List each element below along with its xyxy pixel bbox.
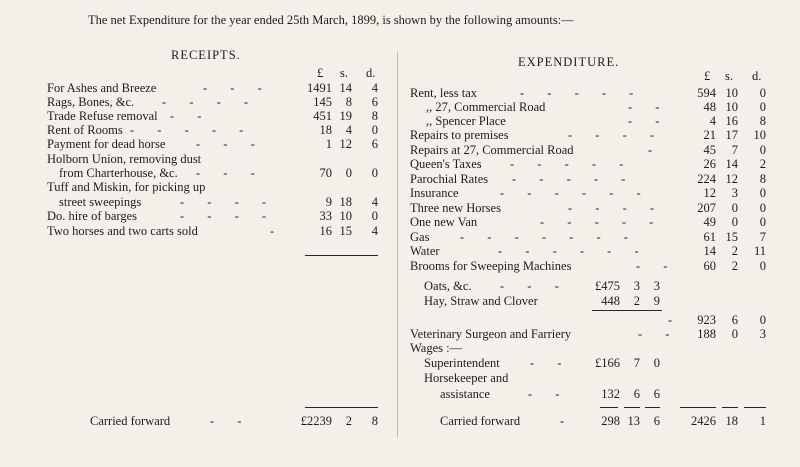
wages-rule-pence: [645, 407, 660, 408]
receipt-label: Trade Refuse removal: [47, 109, 158, 123]
expenditure-shillings: 0: [731, 201, 738, 215]
receipt-shillings: 14: [339, 81, 352, 95]
receipt-pounds: 70: [319, 166, 332, 180]
oats-pounds: £475: [595, 279, 620, 293]
dot-leader: - - - - -: [540, 215, 664, 229]
expenditure-pounds: 4: [709, 114, 716, 128]
horsekeeper-label: Horsekeeper and: [424, 371, 509, 385]
expenditure-label: Queen's Taxes: [410, 157, 482, 171]
superintendent-label: Superintendent: [424, 356, 500, 370]
dot-leader: - -: [530, 356, 572, 370]
dot-leader: - -: [528, 387, 570, 401]
dot-leader: -: [270, 224, 285, 238]
expenditure-shillings: 0: [731, 215, 738, 229]
expenditure-carried-forward-label: Carried forward: [440, 414, 521, 428]
exp-carried-inner-pence: 6: [653, 414, 660, 428]
expenditure-label: Brooms for Sweeping Machines: [410, 259, 572, 273]
expenditure-pounds: 207: [697, 201, 716, 215]
receipt-label: street sweepings: [59, 195, 142, 209]
wages-rule-pounds: [600, 407, 618, 408]
expenditure-pence: 8: [759, 114, 766, 128]
receipt-label: Holborn Union, removing dust: [47, 152, 202, 166]
expenditure-pence: 0: [759, 259, 766, 273]
dot-leader: - - -: [196, 166, 265, 180]
receipt-pounds: 16: [319, 224, 332, 238]
receipt-shillings: 4: [345, 123, 352, 137]
exp-carried-shillings: 18: [725, 414, 738, 428]
expenditure-label: Water: [410, 244, 440, 258]
vet-label: Veterinary Surgeon and Farriery: [410, 327, 572, 341]
dot-leader: - - - - - - -: [460, 230, 638, 244]
dot-leader: - - - - - -: [500, 186, 651, 200]
receipts-col-shillings: s.: [340, 66, 348, 80]
exp-carried-rule-shillings: [722, 407, 738, 408]
exp-carried-rule-pounds: [680, 407, 716, 408]
dot-leader: -: [668, 313, 683, 327]
expenditure-shillings: 17: [725, 128, 738, 142]
expenditure-pence: 0: [759, 86, 766, 100]
expenditure-pence: 0: [759, 215, 766, 229]
forage-total-shillings: 6: [731, 313, 738, 327]
vet-pence: 3: [759, 327, 766, 341]
dot-leader: - -: [170, 109, 212, 123]
expenditure-label: Gas: [410, 230, 430, 244]
expenditure-pence: 10: [753, 128, 766, 142]
expenditure-shillings: 16: [725, 114, 738, 128]
receipts-carried-forward-label: Carried forward: [90, 414, 171, 428]
exp-carried-inner-shillings: 13: [627, 414, 640, 428]
receipt-shillings: 18: [339, 195, 352, 209]
receipt-pounds: 18: [319, 123, 332, 137]
receipt-shillings: 0: [345, 166, 352, 180]
expenditure-pence: 0: [759, 100, 766, 114]
expenditure-pounds: 48: [703, 100, 716, 114]
expenditure-shillings: 2: [731, 259, 738, 273]
receipt-label: Two horses and two carts sold: [47, 224, 198, 238]
expenditure-shillings: 10: [725, 86, 738, 100]
wages-label: Wages :—: [410, 341, 463, 355]
expenditure-pounds: 594: [697, 86, 716, 100]
receipts-carried-rule: [305, 407, 378, 408]
expenditure-label: Parochial Rates: [410, 172, 489, 186]
expenditure-label: Three new Horses: [410, 201, 501, 215]
expenditure-label: Rent, less tax: [410, 86, 478, 100]
expenditure-shillings: 15: [725, 230, 738, 244]
receipt-pence: 4: [371, 81, 378, 95]
receipt-shillings: 19: [339, 109, 352, 123]
expenditure-pounds: 60: [703, 259, 716, 273]
superintendent-pence: 0: [653, 356, 660, 370]
dot-leader: - - -: [500, 279, 569, 293]
dot-leader: - - - -: [162, 95, 259, 109]
exp-carried-pence: 1: [759, 414, 766, 428]
expenditure-pounds: 12: [703, 186, 716, 200]
dot-leader: - - - - -: [130, 123, 254, 137]
receipt-label: Rent of Rooms: [47, 123, 123, 137]
dot-leader: - - - - -: [520, 86, 644, 100]
expenditure-pounds: 49: [703, 215, 716, 229]
dot-leader: - -: [628, 100, 670, 114]
hay-shillings: 2: [633, 294, 640, 308]
horsekeeper-shillings: 6: [633, 387, 640, 401]
expenditure-label: Insurance: [410, 186, 459, 200]
receipt-pence: 0: [371, 166, 378, 180]
dot-leader: - - -: [203, 81, 272, 95]
receipts-heading: RECEIPTS.: [171, 48, 241, 62]
expenditure-col-pounds: £: [704, 69, 711, 83]
dot-leader: - - - -: [568, 201, 665, 215]
expenditure-pounds: 26: [703, 157, 716, 171]
expenditure-label: ,, Spencer Place: [426, 114, 506, 128]
expenditure-shillings: 10: [725, 100, 738, 114]
receipts-total-rule: [305, 255, 378, 256]
expenditure-pounds: 224: [697, 172, 716, 186]
receipt-shillings: 15: [339, 224, 352, 238]
receipt-shillings: 8: [345, 95, 352, 109]
dot-leader: - - - -: [180, 195, 277, 209]
oats-pence: 3: [653, 279, 660, 293]
receipt-pence: 6: [371, 95, 378, 109]
receipt-pounds: 1491: [307, 81, 332, 95]
expenditure-pence: 8: [759, 172, 766, 186]
receipts-carried-shillings: 2: [345, 414, 352, 428]
dot-leader: - - - - -: [510, 157, 634, 171]
expenditure-pounds: 14: [703, 244, 716, 258]
receipts-carried-pence: 8: [371, 414, 378, 428]
expenditure-pence: 11: [753, 244, 766, 258]
expenditure-pence: 0: [759, 186, 766, 200]
wages-rule-shillings: [624, 407, 640, 408]
expenditure-col-pence: d.: [752, 69, 762, 83]
receipt-pounds: 33: [319, 209, 332, 223]
horsekeeper-pence: 6: [653, 387, 660, 401]
forage-total-pounds: 923: [697, 313, 716, 327]
receipt-pounds: 451: [313, 109, 332, 123]
expenditure-pounds: 61: [703, 230, 716, 244]
receipt-pence: 4: [371, 224, 378, 238]
expenditure-pounds: 45: [703, 143, 716, 157]
dot-leader: -: [648, 143, 663, 157]
hay-pounds: 448: [601, 294, 620, 308]
dot-leader: - -: [638, 327, 680, 341]
receipt-label: Tuff and Miskin, for picking up: [47, 180, 206, 194]
dot-leader: - - - -: [568, 128, 665, 142]
receipt-label: Do. hire of barges: [47, 209, 138, 223]
hay-pence: 9: [653, 294, 660, 308]
receipt-label: Payment for dead horse: [47, 137, 166, 151]
expenditure-pence: 7: [759, 230, 766, 244]
dot-leader: - - - - -: [512, 172, 636, 186]
assistance-label: assistance: [440, 387, 490, 401]
receipts-col-pounds: £: [317, 66, 324, 80]
superintendent-shillings: 7: [633, 356, 640, 370]
exp-carried-pounds: 2426: [691, 414, 716, 428]
receipts-carried-pounds: £2239: [300, 414, 332, 428]
expenditure-pence: 0: [759, 143, 766, 157]
column-divider: [397, 52, 398, 437]
horsekeeper-pounds: 132: [601, 387, 620, 401]
receipt-shillings: 10: [339, 209, 352, 223]
page-title: The net Expenditure for the year ended 25th March, 1899, is shown by the following amounts:—: [88, 13, 574, 27]
expenditure-shillings: 12: [725, 172, 738, 186]
expenditure-label: Repairs at 27, Commercial Road: [410, 143, 574, 157]
oats-shillings: 3: [633, 279, 640, 293]
expenditure-pounds: 21: [703, 128, 716, 142]
expenditure-shillings: 14: [725, 157, 738, 171]
expenditure-label: One new Van: [410, 215, 478, 229]
oats-label: Oats, &c.: [424, 279, 472, 293]
expenditure-label: ,, 27, Commercial Road: [426, 100, 546, 114]
expenditure-shillings: 7: [731, 143, 738, 157]
receipt-label: For Ashes and Breeze: [47, 81, 157, 95]
receipt-pence: 0: [371, 209, 378, 223]
dot-leader: - -: [636, 259, 678, 273]
receipt-pence: 8: [371, 109, 378, 123]
receipt-pounds: 1: [325, 137, 332, 151]
vet-pounds: 188: [697, 327, 716, 341]
vet-shillings: 0: [731, 327, 738, 341]
receipt-shillings: 12: [339, 137, 352, 151]
hay-label: Hay, Straw and Clover: [424, 294, 538, 308]
dot-leader: - -: [210, 414, 252, 428]
receipt-pounds: 9: [325, 195, 332, 209]
expenditure-pence: 2: [759, 157, 766, 171]
receipt-pence: 4: [371, 195, 378, 209]
expenditure-pence: 0: [759, 201, 766, 215]
dot-leader: - -: [628, 114, 670, 128]
forage-total-pence: 0: [759, 313, 766, 327]
expenditure-label: Repairs to premises: [410, 128, 509, 142]
receipt-label: from Charterhouse, &c.: [59, 166, 178, 180]
dot-leader: -: [560, 414, 575, 428]
expenditure-col-shillings: s.: [725, 69, 733, 83]
receipt-pence: 0: [371, 123, 378, 137]
receipts-col-pence: d.: [366, 66, 376, 80]
expenditure-shillings: 2: [731, 244, 738, 258]
exp-carried-rule-pence: [744, 407, 766, 408]
dot-leader: - - - - - -: [498, 244, 649, 258]
exp-carried-inner-pounds: 298: [601, 414, 620, 428]
expenditure-heading: EXPENDITURE.: [518, 55, 620, 69]
superintendent-pounds: £166: [595, 356, 620, 370]
receipt-pounds: 145: [313, 95, 332, 109]
forage-subtotal-rule: [592, 310, 662, 311]
receipt-label: Rags, Bones, &c.: [47, 95, 135, 109]
dot-leader: - - - -: [180, 209, 277, 223]
receipt-pence: 6: [371, 137, 378, 151]
dot-leader: - - -: [196, 137, 265, 151]
expenditure-shillings: 3: [731, 186, 738, 200]
